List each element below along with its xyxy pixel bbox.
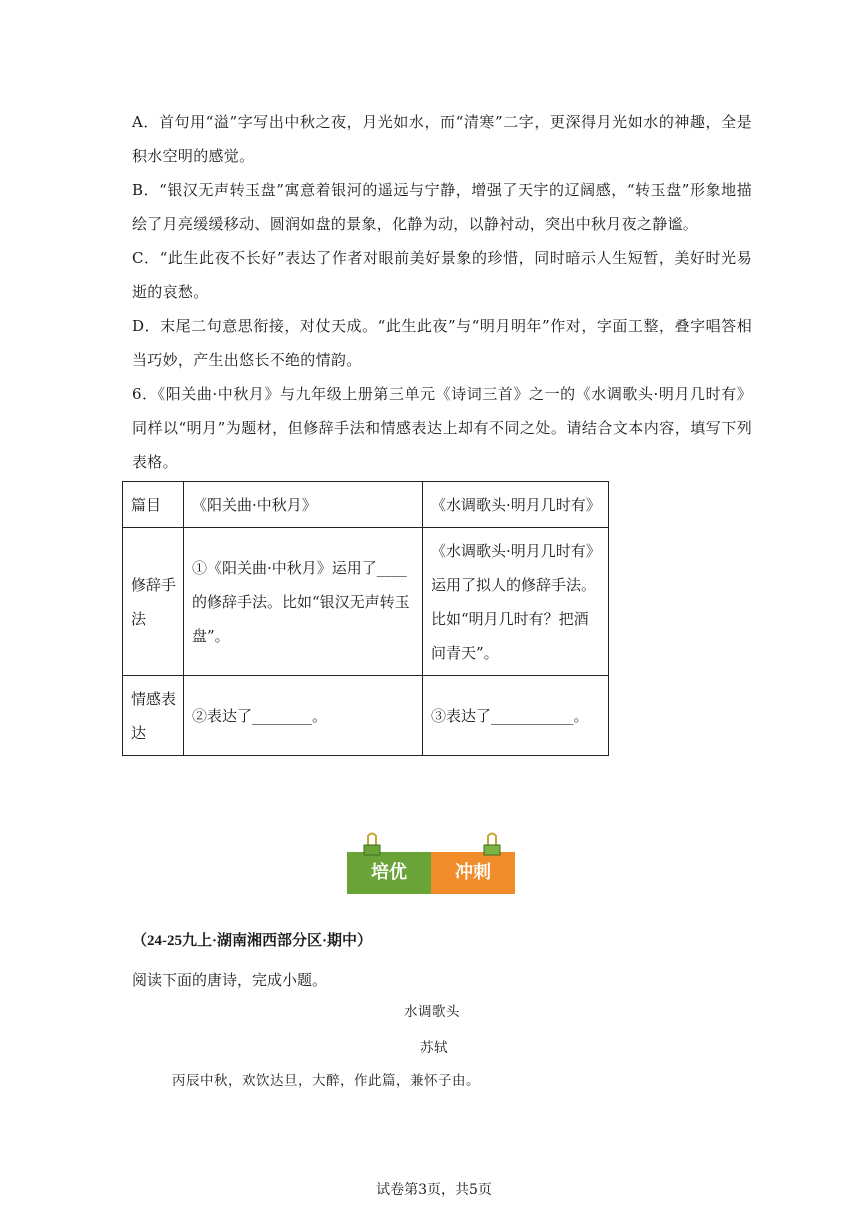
banner-left-label: 培优 [347,852,431,894]
page-footer: 试卷第3页，共5页 [376,1182,492,1198]
option-c: C．“此生此夜不长好”表达了作者对眼前美好景象的珍惜，同时暗示人生短暂，美好时光易逝的哀愁。 [132,249,752,301]
question-source: （24-25九上·湖南湘西部分区·期中） [132,933,373,949]
section-banner [347,832,517,896]
emotion-answer-cell-1: ②表达了________。 [184,676,423,756]
poem-preface: 丙辰中秋，欢饮达旦，大醉，作此篇，兼怀子由。 [172,1073,480,1089]
poem-author: 苏轼 [420,1040,448,1056]
option-a: A．首句用“溢”字写出中秋之夜，月光如水，而“清寒”二字，更深得月光如水的神趣，全是积水空明的感觉。 [132,113,752,165]
option-d: D．末尾二句意思衔接，对仗天成。“此生此夜”与“明月明年”作对，字面工整，叠字唱答相当巧妙，产生出悠长不绝的情韵。 [132,317,752,369]
reading-instruction: 阅读下面的唐诗，完成小题。 [132,971,328,989]
paperclip-icon [483,832,501,858]
banner-right-label: 冲刺 [431,852,515,894]
row-label-emotion: 情感表达 [123,676,184,756]
answer-table [122,481,609,756]
rhetoric-example-cell: 《水调歌头·明月几时有》运用了拟人的修辞手法。比如“明月几时有？把酒问青天”。 [423,528,609,676]
poem-title: 水调歌头 [404,1004,460,1020]
paperclip-icon [363,832,381,858]
table-header-poem1: 《阳关曲·中秋月》 [184,482,423,528]
emotion-answer-cell-2: ③表达了___________。 [423,676,609,756]
table-header-title: 篇目 [123,482,184,528]
question-6: 6．《阳关曲·中秋月》与九年级上册第三单元《诗词三首》之一的《水调歌头·明月几时有》同样以“明月”为题材，但修辞手法和情感表达上却有不同之处。请结合文本内容，填写下列表格。 [132,385,752,471]
rhetoric-answer-cell: ①《阳关曲·中秋月》运用了____的修辞手法。比如“银汉无声转玉盘”。 [184,528,423,676]
row-label-rhetoric: 修辞手法 [123,528,184,676]
option-b: B．“银汉无声转玉盘”寓意着银河的遥远与宁静，增强了天宇的辽阔感，“转玉盘”形象地描绘了月亮缓缓移动、圆润如盘的景象，化静为动，以静衬动，突出中秋月夜之静谧。 [132,181,752,233]
table-header-poem2: 《水调歌头·明月几时有》 [423,482,609,528]
